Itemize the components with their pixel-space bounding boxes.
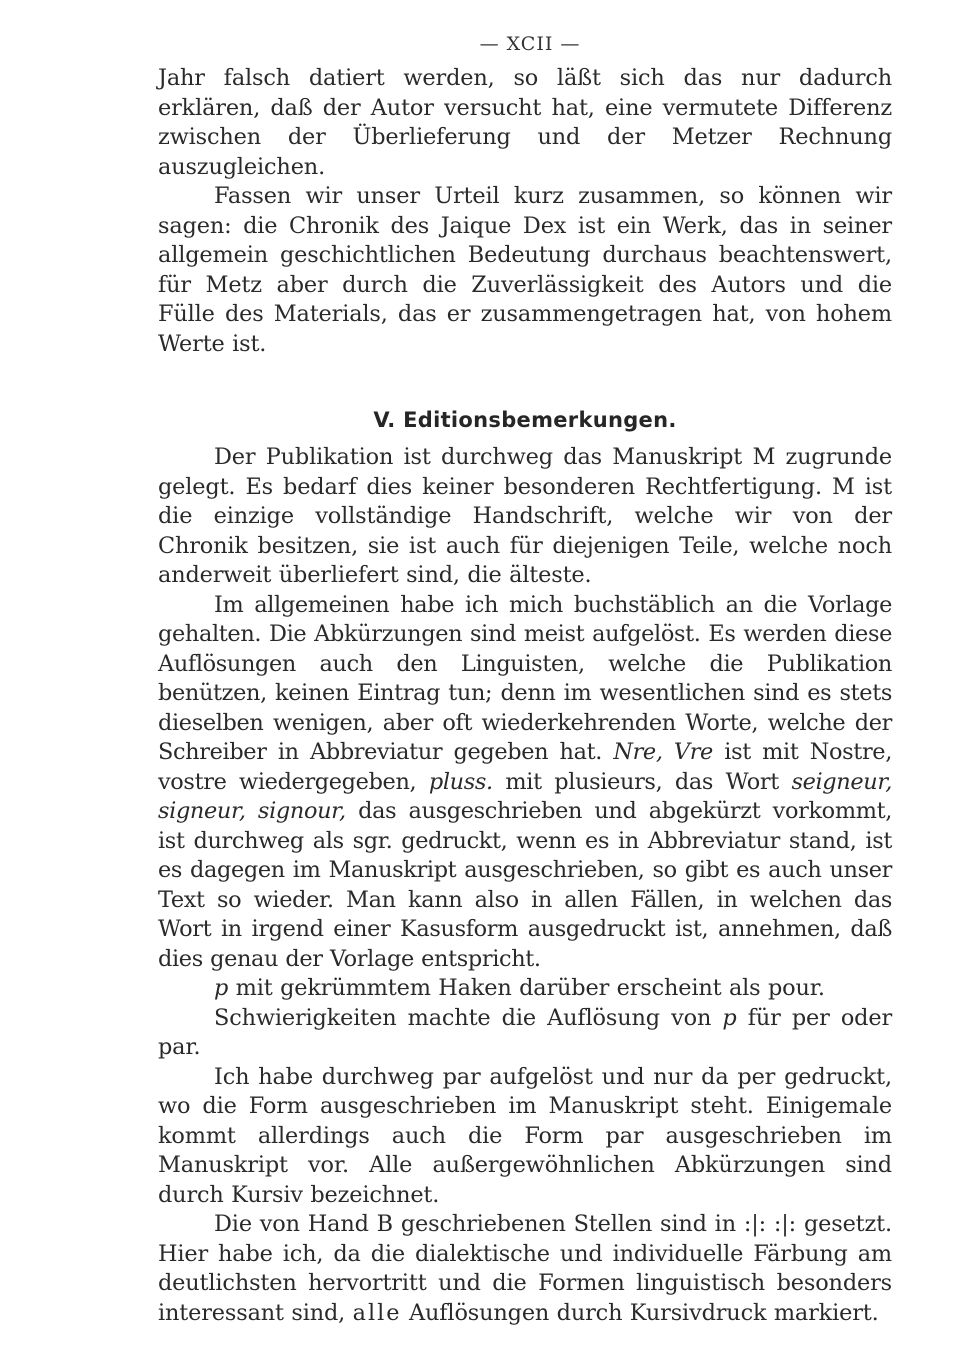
italic-abbreviation: pluss.: [428, 768, 493, 795]
text-run: für per oder par.: [158, 1004, 892, 1060]
text-run: Im allgemeinen habe ich mich buchstäblich an die Vorlage gehalten. Die Abkürzungen sind meist aufgelöst. Es werden diese Auflösungen auch den Linguisten, welche die Publikation benützen, keinen Eintrag tun; denn im wesentlichen sind es stets dieselben wenigen, aber oft wiederkehrenden Worte, welche der Schreiber in Abbreviatur gegeben hat.: [158, 591, 892, 765]
italic-letter: p: [722, 1004, 737, 1031]
paragraph: [158, 1004, 892, 1063]
page-number: — XCII —: [479, 33, 581, 55]
text-run: das ausgeschrieben und abgekürzt vorkommt, ist durchweg als sgr. gedruckt, wenn es in Abbreviatur stand, ist es dagegen im Manuskript ausgeschrieben, so gibt es auch unser Text so wieder. Man kann also in allen Fällen, in welchen das Wort in irgend einer Kasusform ausgedruckt ist, annehmen, daß dies genau der Vorlage entspricht.: [158, 798, 892, 972]
text-run: Die von Hand B geschriebenen Stellen sind in :|: :|: gesetzt. Hier habe ich, da die dialektische und individuelle Färbung am deutlichsten hervortritt und die Formen linguistisch besonders interessant sind,: [158, 1211, 892, 1326]
page: [158, 24, 892, 1328]
italic-letter: p: [214, 975, 229, 1001]
text-run: Schwierigkeiten machte die Auflösung von: [214, 1004, 712, 1031]
italic-abbreviation: Nre, Vre: [613, 739, 713, 765]
text-run: mit gekrümmtem Haken darüber erscheint als pour.: [235, 975, 825, 1001]
spaced-word: alle: [352, 1299, 402, 1326]
paragraph: [158, 591, 892, 975]
paragraph: Ich habe durchweg par aufgelöst und nur da per gedruckt, wo die Form ausgeschrieben im Manuskript steht. Einigemale kommt allerdings auch die Form par ausgeschrieben im Manuskript vor. Alle außergewöhnlichen Abkürzungen sind durch Kursiv bezeichnet.: [158, 1063, 892, 1208]
text-run: mit plusieurs, das Wort: [505, 768, 779, 795]
paragraph: Fassen wir unser Urteil kurz zusammen, so können wir sagen: die Chronik des Jaique Dex ist ein Werk, das in seiner allgemein geschichtlichen Bedeutung durchaus beachtenswert, für Metz aber durch die Zuverlässigkeit des Autors und die Fülle des Materials, das er zusammengetragen hat, von hohem Werte ist.: [158, 183, 892, 357]
text-run: Auflösungen durch Kursivdruck markiert.: [409, 1299, 879, 1326]
paragraph: Jahr falsch datiert werden, so läßt sich das nur dadurch erklären, daß der Autor versucht hat, eine vermutete Differenz zwischen der Überlieferung und der Metzer Rechnung auszugleichen.: [158, 65, 892, 180]
paragraph: [158, 974, 892, 1004]
text-run: ist mit Nostre, vostre wiedergegeben,: [158, 739, 892, 795]
paragraph: [158, 1210, 892, 1328]
italic-words: seigneur, signeur, signour,: [158, 768, 892, 824]
section-heading: V. Editionsbemerkungen.: [373, 408, 677, 432]
paragraph: Der Publikation ist durchweg das Manuskript M zugrunde gelegt. Es bedarf dies keiner besonderen Rechtfertigung. M ist die einzige vollständige Handschrift, welche wir von der Chronik besitzen, sie ist auch für diejenigen Teile, welche noch anderweit überliefert sind, die älteste.: [158, 444, 892, 588]
